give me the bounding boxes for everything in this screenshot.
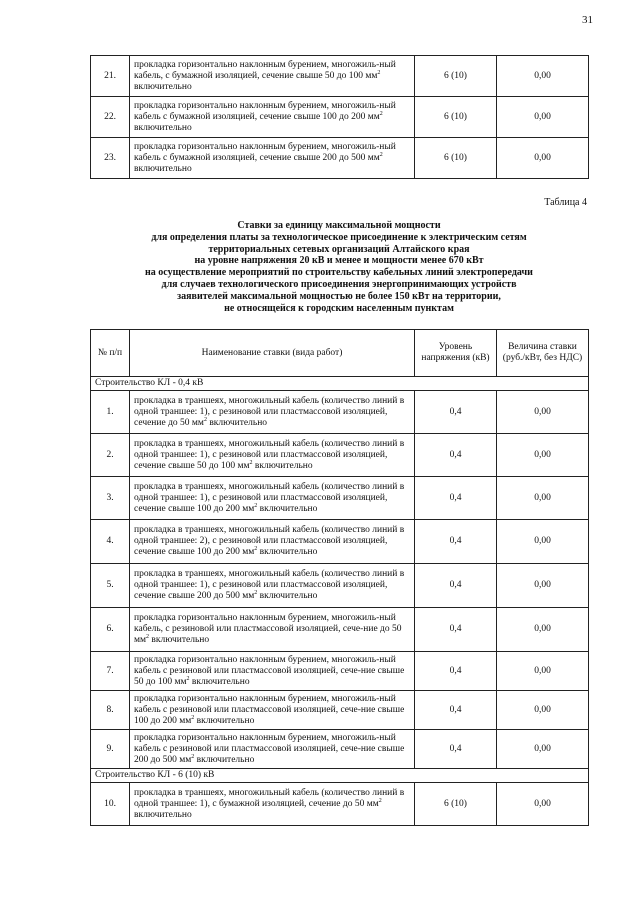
row-voltage: 0,4 (415, 477, 497, 520)
row-description: прокладка горизонтально наклонным бурением, многожиль-ный кабель, с бумажной изоляцией, сечение свыше 50 до 100 $мм^2$ включительно (130, 56, 415, 97)
table-row (91, 138, 589, 179)
row-description: прокладка горизонтально наклонным бурением, многожиль-ный кабель, с резиновой или пластмассовой изоляцией, сече-ние до 50 $мм^2$ включительно (130, 608, 415, 652)
row-rate: 0,00 (497, 97, 589, 138)
row-description: прокладка в траншеях, многожильный кабель (количество линий в одной траншее: 2), с резиновой или пластмассовой изоляцией, сечение свыше 100 до 200 $мм^2$ включительно (130, 520, 415, 564)
table-row (91, 608, 589, 652)
row-description: прокладка горизонтально наклонным бурением, многожиль-ный кабель с резиновой или пластмассовой изоляцией, сече-ние свыше 100 до 200 $мм^2$ включительно (130, 691, 415, 730)
table-row (91, 520, 589, 564)
table-row (91, 434, 589, 477)
table-row (91, 730, 589, 769)
row-rate: 0,00 (497, 56, 589, 97)
table-row (91, 783, 589, 826)
row-description: прокладка в траншеях, многожильный кабель (количество линий в одной траншее: 1), с резиновой или пластмассовой изоляцией, сечение свыше 200 до 500 $мм^2$ включительно (130, 564, 415, 608)
row-description: прокладка горизонтально наклонным бурением, многожиль-ный кабель с бумажной изоляцией, сечение свыше 100 до 200 $мм^2$ включительно (130, 97, 415, 138)
row-rate: 0,00 (497, 652, 589, 691)
table-row (91, 477, 589, 520)
header-num: № п/п (91, 330, 130, 377)
row-rate: 0,00 (497, 564, 589, 608)
row-description: прокладка горизонтально наклонным бурением, многожиль-ный кабель с резиновой или пластмассовой изоляцией, сече-ние свыше 50 до 100 $мм^2$ включительно (130, 652, 415, 691)
row-rate: 0,00 (497, 520, 589, 564)
row-description: прокладка в траншеях, многожильный кабель (количество линий в одной траншее: 1), с бумажной изоляцией, сечение до 50 $мм^2$ включительно (130, 783, 415, 826)
row-rate: 0,00 (497, 434, 589, 477)
row-description: прокладка в траншеях, многожильный кабель (количество линий в одной траншее: 1), с резиновой или пластмассовой изоляцией, сечение свыше 100 до 200 $мм^2$ включительно (130, 477, 415, 520)
row-rate: 0,00 (497, 730, 589, 769)
table-row (91, 652, 589, 691)
title-line: не относящейся к городским населенным пунктам (224, 302, 454, 314)
row-number: 7. (91, 652, 130, 691)
row-voltage: 6 (10) (415, 138, 497, 179)
row-description: прокладка в траншеях, многожильный кабель (количество линий в одной траншее: 1), с резиновой или пластмассовой изоляцией, сечение свыше 50 до 100 $мм^2$ включительно (130, 434, 415, 477)
row-number: 23. (91, 138, 130, 179)
row-voltage: 0,4 (415, 391, 497, 434)
row-description: прокладка горизонтально наклонным бурением, многожиль-ный кабель с резиновой или пластмассовой изоляцией, сече-ние свыше 200 до 500 $мм^2$ включительно (130, 730, 415, 769)
row-voltage: 0,4 (415, 520, 497, 564)
row-voltage: 6 (10) (415, 783, 497, 826)
row-description: прокладка в траншеях, многожильный кабель (количество линий в одной траншее: 1), с резиновой или пластмассовой изоляцией, сечение до 50 $мм^2$ включительно (130, 391, 415, 434)
table-top (90, 55, 589, 179)
row-number: 1. (91, 391, 130, 434)
row-voltage: 0,4 (415, 730, 497, 769)
table-header-row (91, 330, 589, 377)
row-voltage: 6 (10) (415, 97, 497, 138)
table-row (91, 97, 589, 138)
section-row (91, 769, 589, 783)
row-rate: 0,00 (497, 391, 589, 434)
title-line: на осуществление мероприятий по строительству кабельных линий электропередачи (145, 267, 533, 279)
row-number: 6. (91, 608, 130, 652)
title-line: территориальных сетевых организаций Алтайского края (208, 243, 470, 255)
row-voltage: 0,4 (415, 608, 497, 652)
header-volt: Уровень напряжения (кВ) (415, 330, 497, 377)
row-number: 9. (91, 730, 130, 769)
section-label: Строительство КЛ - 0,4 кВ (91, 377, 589, 391)
table-title (90, 220, 588, 314)
row-rate: 0,00 (497, 138, 589, 179)
row-rate: 0,00 (497, 783, 589, 826)
row-number: 4. (91, 520, 130, 564)
row-voltage: 0,4 (415, 652, 497, 691)
row-number: 22. (91, 97, 130, 138)
table-row (91, 564, 589, 608)
table-main (90, 329, 589, 826)
header-desc: Наименование ставки (вида работ) (130, 330, 415, 377)
section-label: Строительство КЛ - 6 (10) кВ (91, 769, 589, 783)
page-number: 31 (582, 14, 593, 26)
row-voltage: 0,4 (415, 434, 497, 477)
row-voltage: 0,4 (415, 691, 497, 730)
row-rate: 0,00 (497, 477, 589, 520)
section-row (91, 377, 589, 391)
row-description: прокладка горизонтально наклонным бурением, многожиль-ный кабель с бумажной изоляцией, сечение свыше 200 до 500 $мм^2$ включительно (130, 138, 415, 179)
table-row (91, 56, 589, 97)
row-number: 3. (91, 477, 130, 520)
title-line: на уровне напряжения 20 кВ и менее и мощности менее 670 кВт (194, 255, 484, 267)
row-rate: 0,00 (497, 691, 589, 730)
title-line: заявителей максимальной мощностью не более 150 кВт на территории, (177, 290, 501, 302)
header-rate: Величина ставки (руб./кВт, без НДС) (497, 330, 589, 377)
title-line: для определения платы за технологическое присоединение к электрическим сетям (151, 231, 527, 243)
table-row (91, 391, 589, 434)
row-voltage: 0,4 (415, 564, 497, 608)
row-number: 2. (91, 434, 130, 477)
row-number: 5. (91, 564, 130, 608)
row-number: 21. (91, 56, 130, 97)
row-number: 10. (91, 783, 130, 826)
row-number: 8. (91, 691, 130, 730)
table-caption: Таблица 4 (544, 197, 587, 208)
row-rate: 0,00 (497, 608, 589, 652)
row-voltage: 6 (10) (415, 56, 497, 97)
table-row (91, 691, 589, 730)
title-line: для случаев технологического присоединения энергопринимающих устройств (161, 278, 517, 290)
title-line: Ставки за единицу максимальной мощности (237, 220, 441, 231)
